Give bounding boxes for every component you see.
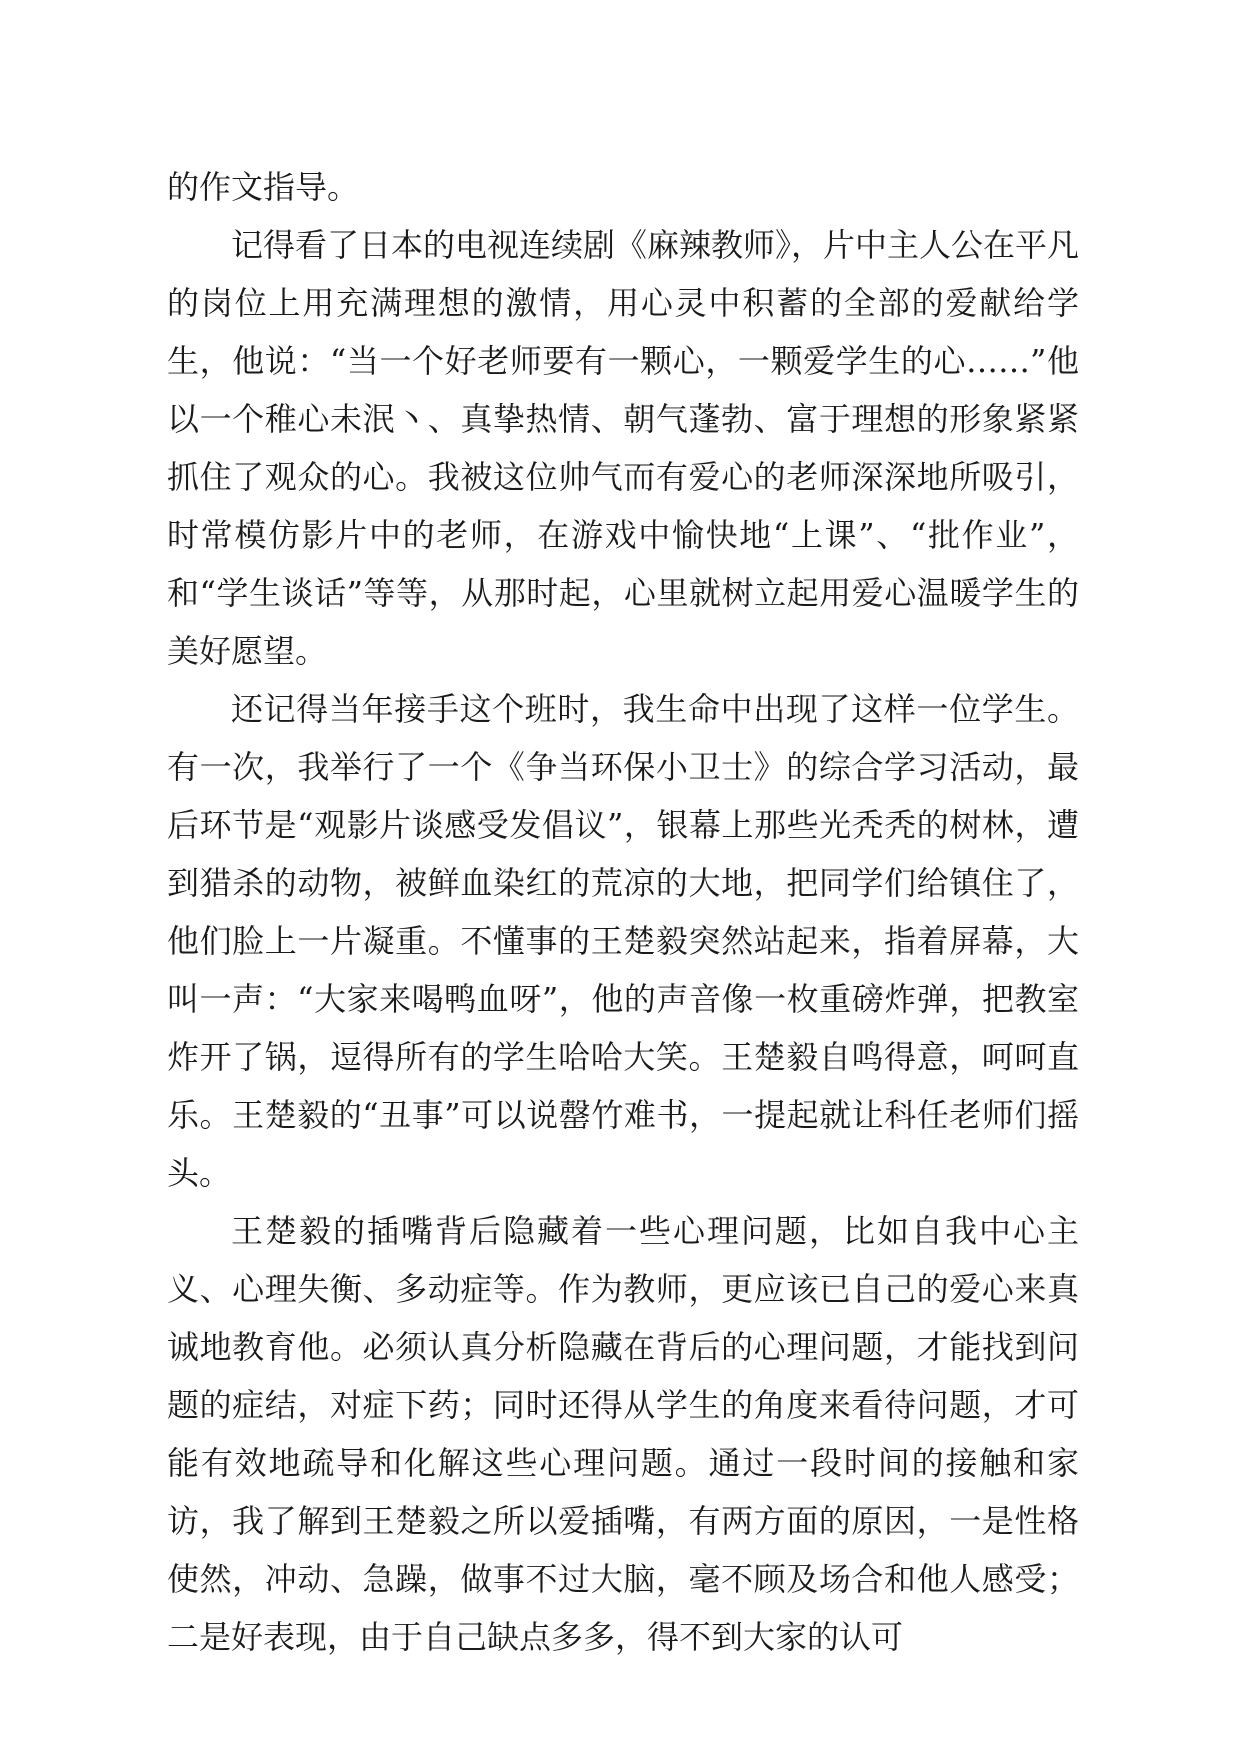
paragraph-tv-drama: 记得看了日本的电视连续剧《麻辣教师》，片中主人公在平凡的岗位上用充满理想的激情，用心灵中积蓄的全部的爱献给学生，他说：“当一个好老师要有一颗心，一颗爱学生的心……”他以一个稚心未泯丶、真挚热情、朝气蓬勃、富于理想的形象紧紧抓住了观众的心。我被这位帅气而有爱心的老师深深地所吸引，时常模仿影片中的老师，在游戏中愉快地“上课”、“批作业”，和“学生谈话”等等，从那时起，心里就树立起用爱心温暖学生的美好愿望。 <box>167 226 1080 670</box>
paragraph-continuation: 的作文指导。 <box>167 168 360 206</box>
paragraph-psychology: 王楚毅的插嘴背后隐藏着一些心理问题，比如自我中心主义、心理失衡、多动症等。作为教师，更应该已自己的爱心来真诚地教育他。必须认真分析隐藏在背后的心理问题，才能找到问题的症结，对症下药；同时还得从学生的角度来看待问题，才可能有效地疏导和化解这些心理问题。通过一段时间的接触和家访，我了解到王楚毅之所以爱插嘴，有两方面的原因，一是性格使然，冲动、急躁，做事不过大脑，毫不顾及场合和他人感受；二是好表现，由于自己缺点多多，得不到大家的认可 <box>167 1212 1079 1656</box>
body-text <box>167 158 1079 1666</box>
paragraph-class-activity: 还记得当年接手这个班时，我生命中出现了这样一位学生。有一次，我举行了一个《争当环保小卫士》的综合学习活动，最后环节是“观影片谈感受发倡议”，银幕上那些光秃秃的树林，遭到猎杀的动物，被鲜血染红的荒凉的大地，把同学们给镇住了，他们脸上一片凝重。不懂事的王楚毅突然站起来，指着屏幕，大叫一声：“大家来喝鸭血呀”，他的声音像一枚重磅炸弹，把教室炸开了锅，逗得所有的学生哈哈大笑。王楚毅自鸣得意，呵呵直乐。王楚毅的“丑事”可以说罄竹难书，一提起就让科任老师们摇头。 <box>167 690 1079 1192</box>
